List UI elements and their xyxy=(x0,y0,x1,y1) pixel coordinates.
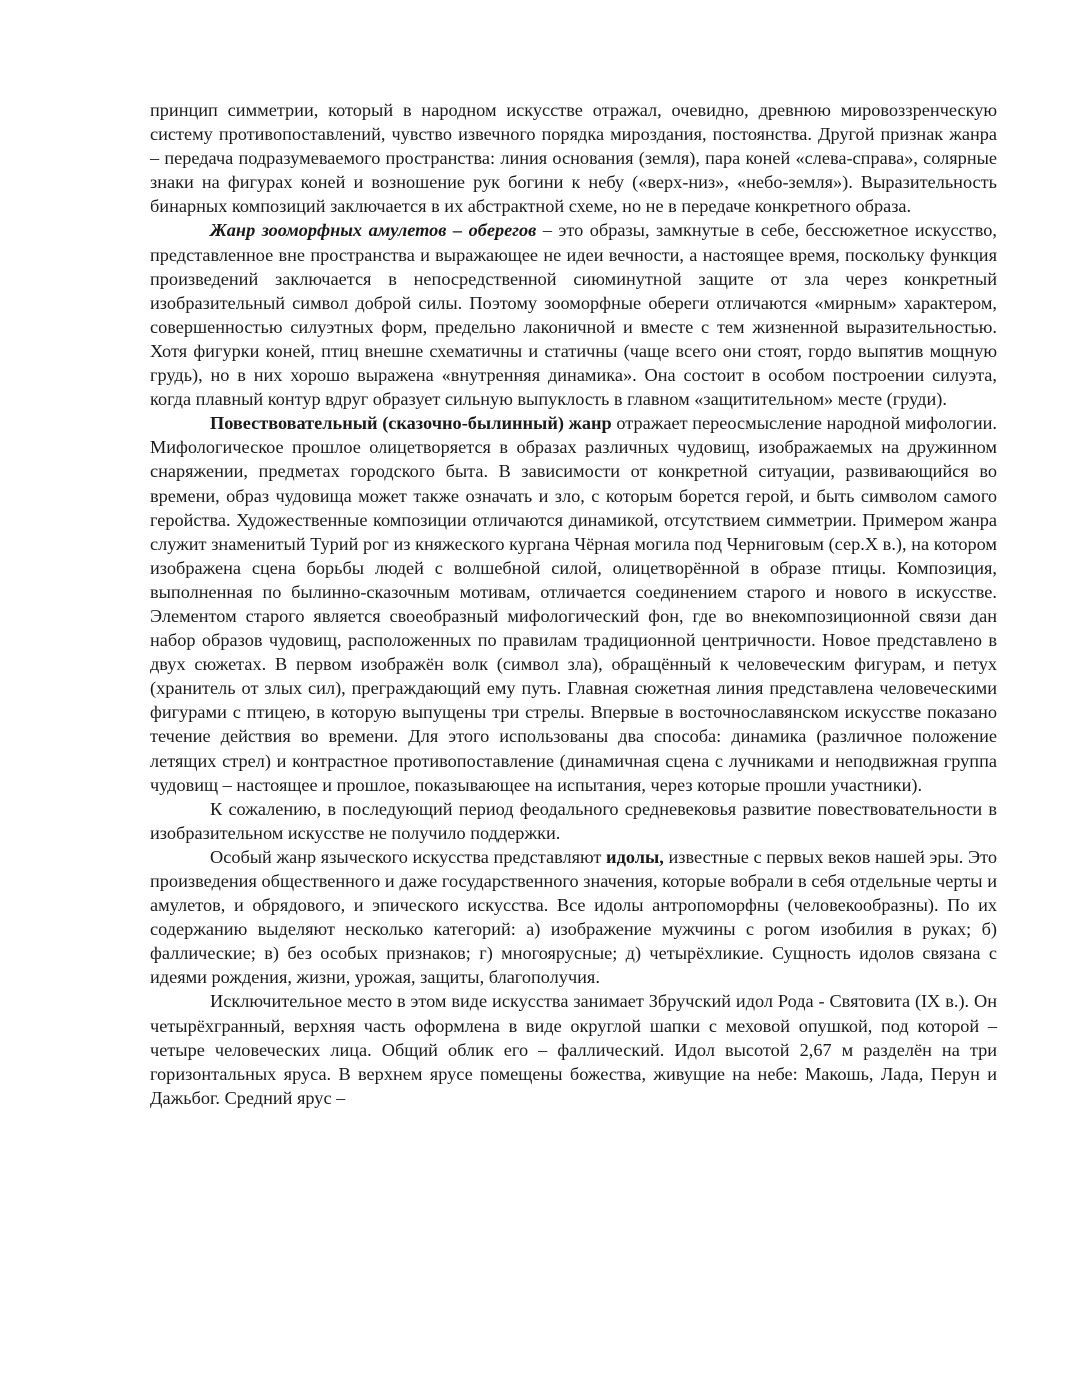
paragraph-text-pre: Особый жанр языческого искусства представляют xyxy=(210,846,607,867)
paragraph-amulets xyxy=(150,218,997,411)
paragraph-symmetry xyxy=(150,98,997,218)
paragraph-text: – это образы, замкнутые в себе, бессюжетное искусство, представленное вне пространства и выражающее не идеи вечности, а настоящее время, поскольку функция произведений заключается в непосредственной сиюминутной защите от зла через конкретный изобразительный символ доброй силы. Поэтому зооморфные обереги отличаются «мирным» характером, совершенностью силуэтных форм, предельно лаконичной и вместе с тем жизненной выразительностью. Хотя фигурки коней, птиц внешне схематичны и статичны (чаще всего они стоят, гордо выпятив мощную грудь), но в них хорошо выражена «внутренняя динамика». Она состоит в особом построении силуэта, когда плавный контур вдруг образует сильную выпуклость в главном «защитительном» месте (груди). xyxy=(150,220,997,410)
paragraph-text: известные с первых веков нашей эры. Это произведения общественного и даже государственного значения, которые вобрали в себя отдельные черты и амулетов, и обрядового, и эпического искусства. Все идолы антропоморфны (человекообразны). По их содержанию выделяют несколько категорий: а) изображение мужчины с рогом изобилия в руках; б) фаллические; в) без особых признаков; г) многоярусные; д) четырёхликие. Сущность идолов связана с идеями рождения, жизни, урожая, защиты, благополучия. xyxy=(150,846,997,988)
paragraph-feudal-period xyxy=(150,797,997,845)
paragraph-zbruch-idol xyxy=(150,989,997,1109)
paragraph-idols xyxy=(150,845,997,990)
paragraph-text: отражает переосмысление народной мифологии. Мифологическое прошлое олицетворяется в образах различных чудовищ, изображаемых на дружинном снаряжении, предметах городского быта. В зависимости от конкретной ситуации, развивающийся во времени, образ чудовища может также означать и зло, с которым борется герой, и быть символом самого геройства. Художественные композиции отличаются динамикой, отсутствием симметрии. Примером жанра служит знаменитый Турий рог из княжеского кургана Чёрная могила под Черниговым (сер.Х в.), на котором изображена сцена борьбы людей с волшебной силой, олицетворённой в образе птицы. Композиция, выполненная по былинно-сказочным мотивам, отличается соединением старого и нового в искусстве. Элементом старого является своеобразный мифологический фон, где во внекомпозиционной связи дан набор образов чудовищ, расположенных по правилам традиционной центричности. Новое представлено в двух сюжетах. В первом изображён волк (символ зла), обращённый к человеческим фигурам, и петух (хранитель от злых сил), преграждающий ему путь. Главная сюжетная линия представлена человеческими фигурами с птицею, в которую выпущены три стрелы. Впервые в восточнославянском искусстве показано течение действия во времени. Для этого использованы два способа: динамика (различное положение летящих стрел) и контрастное противопоставление (динамичная сцена с лучниками и неподвижная группа чудовищ – настоящее и прошлое, показывающее на испытания, через которые прошли участники). xyxy=(150,413,997,795)
paragraph-lead-term: Жанр зооморфных амулетов – оберегов xyxy=(210,220,537,241)
paragraph-text: К сожалению, в последующий период феодального средневековья развитие повествовательности в изобразительном искусстве не получило поддержки. xyxy=(150,798,997,843)
document-page xyxy=(150,98,997,1110)
paragraph-text: Исключительное место в этом виде искусства занимает Збручский идол Рода - Святовита (IX в.). Он четырёхгранный, верхняя часть оформлена в виде округлой шапки с меховой опушкой, под которой – четыре человеческих лица. Общий облик его – фаллический. Идол высотой 2,67 м разделён на три горизонтальных яруса. В верхнем ярусе помещены божества, живущие на небе: Макошь, Лада, Перун и Дажьбог. Средний ярус – xyxy=(150,991,997,1108)
paragraph-lead-term: Повествовательный (сказочно-былинный) жанр xyxy=(210,413,612,434)
paragraph-bold-term: идолы, xyxy=(606,846,664,867)
paragraph-text: принцип симметрии, который в народном искусстве отражал, очевидно, древнюю мировоззренческую систему противопоставлений, чувство извечного порядка мироздания, постоянства. Другой признак жанра – передача подразумеваемого пространства: линия основания (земля), пара коней «слева-справа», солярные знаки на фигурах коней и вознoшение рук богини к небу («верх-низ», «небо-земля»). Выразительность бинарных композиций заключается в их абстрактной схеме, но не в передаче конкретного образа. xyxy=(150,100,997,217)
paragraph-narrative-genre xyxy=(150,411,997,797)
